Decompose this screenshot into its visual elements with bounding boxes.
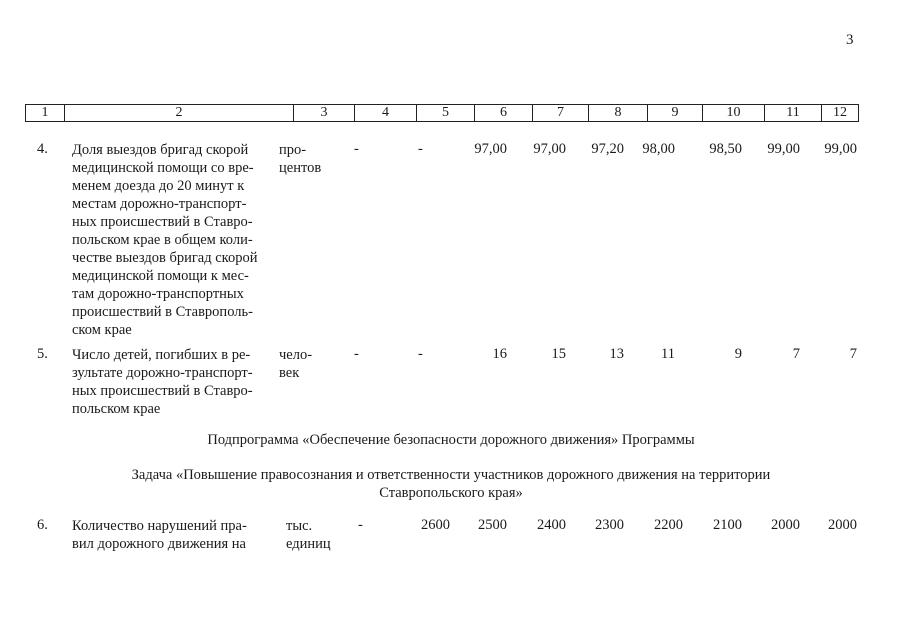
header-col-7: 7: [533, 105, 589, 121]
header-col-4: 4: [355, 105, 417, 121]
value-col-8: 2300: [595, 517, 624, 533]
value-col-7: 97,00: [533, 141, 566, 157]
value-col-4: -: [354, 141, 359, 157]
value-col-8: 13: [609, 346, 624, 362]
value-col-6: 16: [492, 346, 507, 362]
value-col-12: 99,00: [824, 141, 857, 157]
value-col-10: 9: [734, 346, 742, 362]
indicator-name: Число детей, погибших в ре- зультате дорожно-транспорт- ных происшествий в Ставро- польском крае: [72, 347, 253, 417]
row-number: 6.: [37, 517, 48, 533]
value-col-4: -: [354, 346, 359, 362]
value-col-9: 11: [661, 346, 675, 362]
subprogram-heading: Подпрограмма «Обеспечение безопасности дорожного движения» Программы: [207, 432, 695, 448]
unit: про- центов: [279, 142, 322, 176]
value-col-10: 98,50: [709, 141, 742, 157]
value-col-4: -: [358, 517, 363, 533]
value-col-7: 15: [551, 346, 566, 362]
value-col-9: 98,00: [642, 141, 675, 157]
row-number: 4.: [37, 141, 48, 157]
value-col-10: 2100: [713, 517, 742, 533]
header-col-11: 11: [765, 105, 822, 121]
row-number: 5.: [37, 346, 48, 362]
header-col-8: 8: [589, 105, 648, 121]
value-col-12: 2000: [828, 517, 857, 533]
value-col-5: -: [418, 346, 423, 362]
value-col-5: 2600: [421, 517, 450, 533]
header-col-12: 12: [833, 105, 847, 120]
unit: тыс. единиц: [286, 518, 331, 552]
indicator-name: Количество нарушений пра- вил дорожного движения на: [72, 518, 247, 552]
header-col-2: 2: [65, 105, 294, 121]
value-col-11: 7: [792, 346, 800, 362]
value-col-11: 99,00: [767, 141, 800, 157]
table-header-row: [25, 104, 859, 122]
header-col-10: 10: [703, 105, 765, 121]
value-col-6: 97,00: [474, 141, 507, 157]
page-number: 3: [846, 32, 854, 48]
value-col-5: -: [418, 141, 423, 157]
header-col-6: 6: [475, 105, 533, 121]
value-col-11: 2000: [771, 517, 800, 533]
value-col-7: 2400: [537, 517, 566, 533]
header-col-5: 5: [417, 105, 475, 121]
header-col-3: 3: [294, 105, 355, 121]
value-col-9: 2200: [654, 517, 683, 533]
unit: чело- век: [279, 347, 313, 381]
indicator-name: Доля выездов бригад скорой медицинской помощи со вре- менем доезда до 20 минут к местам дорожно-транспорт- ных происшествий в Ставро- польском крае в общем коли- честве выездов бригад скорой медицинской помощи к мес- там дорожно-транспортных происшествий в Ставрополь- ском крае: [72, 142, 258, 338]
header-col-1: 1: [26, 105, 65, 121]
value-col-8: 97,20: [591, 141, 624, 157]
value-col-12: 7: [849, 346, 857, 362]
task-heading: Задача «Повышение правосознания и ответственности участников дорожного движения на территории Ставропольского края»: [131, 467, 771, 501]
header-col-9: 9: [648, 105, 703, 121]
value-col-6: 2500: [478, 517, 507, 533]
